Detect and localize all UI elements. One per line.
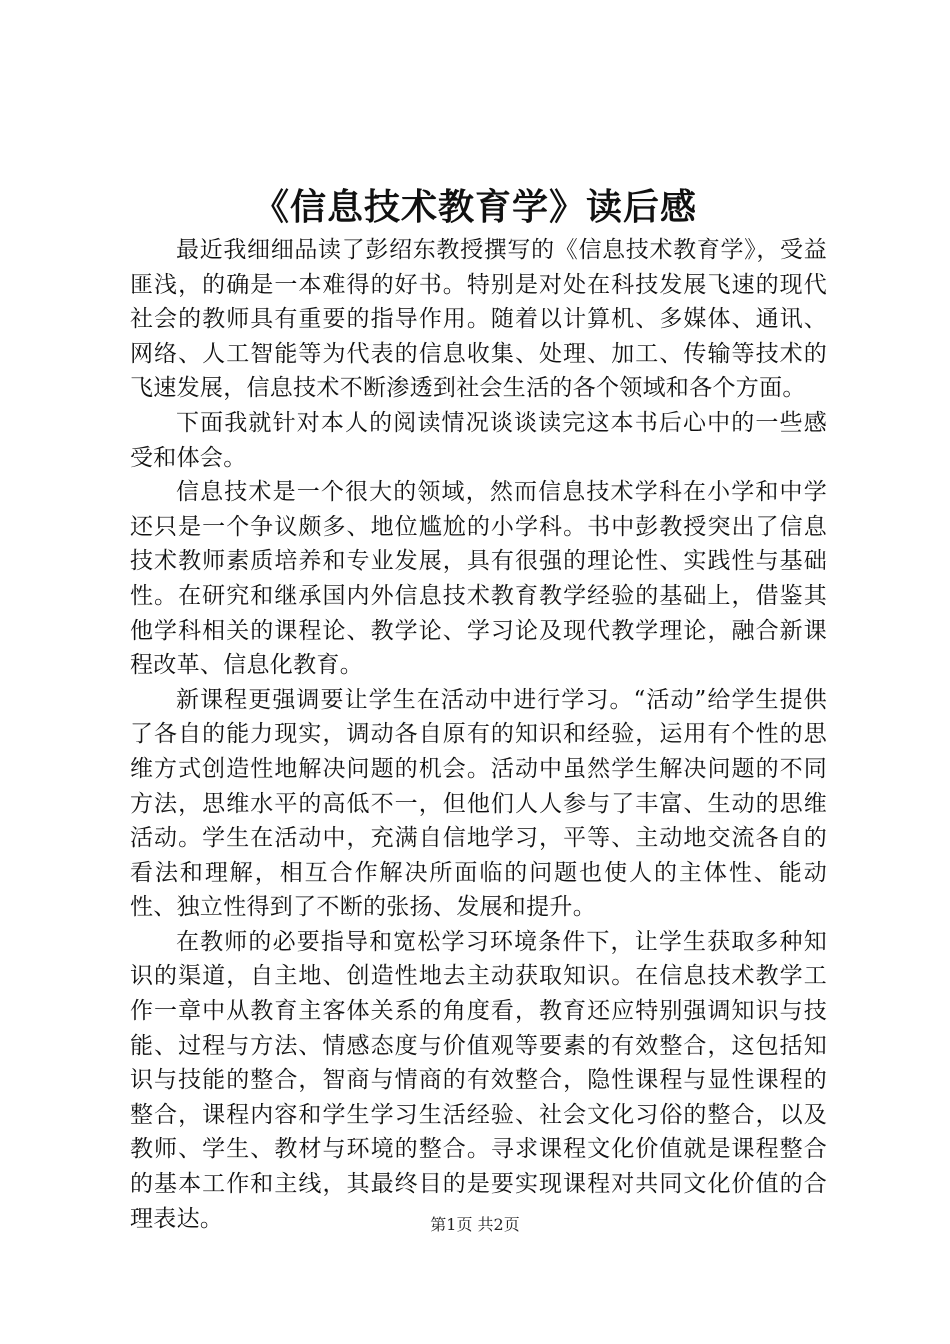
paragraph-2: 下面我就针对本人的阅读情况谈谈读完这本书后心中的一些感受和体会。 bbox=[130, 409, 827, 471]
page-number-footer: 第1页 共2页 bbox=[430, 1215, 520, 1234]
paragraph-1: 最近我细细品读了彭绍东教授撰写的《信息技术教育学》，受益匪浅，的确是一本难得的好书。特别是对处在科技发展飞速的现代社会的教师具有重要的指导作用。随着以计算机、多媒体、通讯、网络、人工智能等为代表的信息收集、处理、加工、传输等技术的飞速发展，信息技术不断渗透到社会生活的各个领域和各个方面。 bbox=[130, 237, 827, 402]
document-body bbox=[130, 233, 827, 1236]
paragraph-4: 新课程更强调要让学生在活动中进行学习。“活动”给学生提供了各自的能力现实，调动各自原有的知识和经验，运用有个性的思维方式创造性地解决问题的机会。活动中虽然学生解决问题的不同方法，思维水平的高低不一，但他们人人参与了丰富、生动的思维活动。学生在活动中，充满自信地学习，平等、主动地交流各自的看法和理解，相互合作解决所面临的问题也使人的主体性、能动性、独立性得到了不断的张扬、发展和提升。 bbox=[130, 686, 827, 921]
paragraph-5: 在教师的必要指导和宽松学习环境条件下，让学生获取多种知识的渠道，自主地、创造性地去主动获取知识。在信息技术教学工作一章中从教育主客体关系的角度看，教育还应特别强调知识与技能、过程与方法、情感态度与价值观等要素的有效整合，这包括知识与技能的整合，智商与情商的有效整合，隐性课程与显性课程的整合，课程内容和学生学习生活经验、社会文化习俗的整合，以及教师、学生、教材与环境的整合。寻求课程文化价值就是课程整合的基本工作和主线，其最终目的是要实现课程对共同文化价值的合理表达。 bbox=[130, 928, 827, 1232]
paragraph-3: 信息技术是一个很大的领域，然而信息技术学科在小学和中学还只是一个争议颇多、地位尴尬的小学科。书中彭教授突出了信息技术教师素质培养和专业发展，具有很强的理论性、实践性与基础性。在研究和继承国内外信息技术教育教学经验的基础上，借鉴其他学科相关的课程论、教学论、学习论及现代教学理论，融合新课程改革、信息化教育。 bbox=[130, 479, 827, 679]
document-title: 《信息技术教育学》读后感 bbox=[252, 187, 697, 228]
